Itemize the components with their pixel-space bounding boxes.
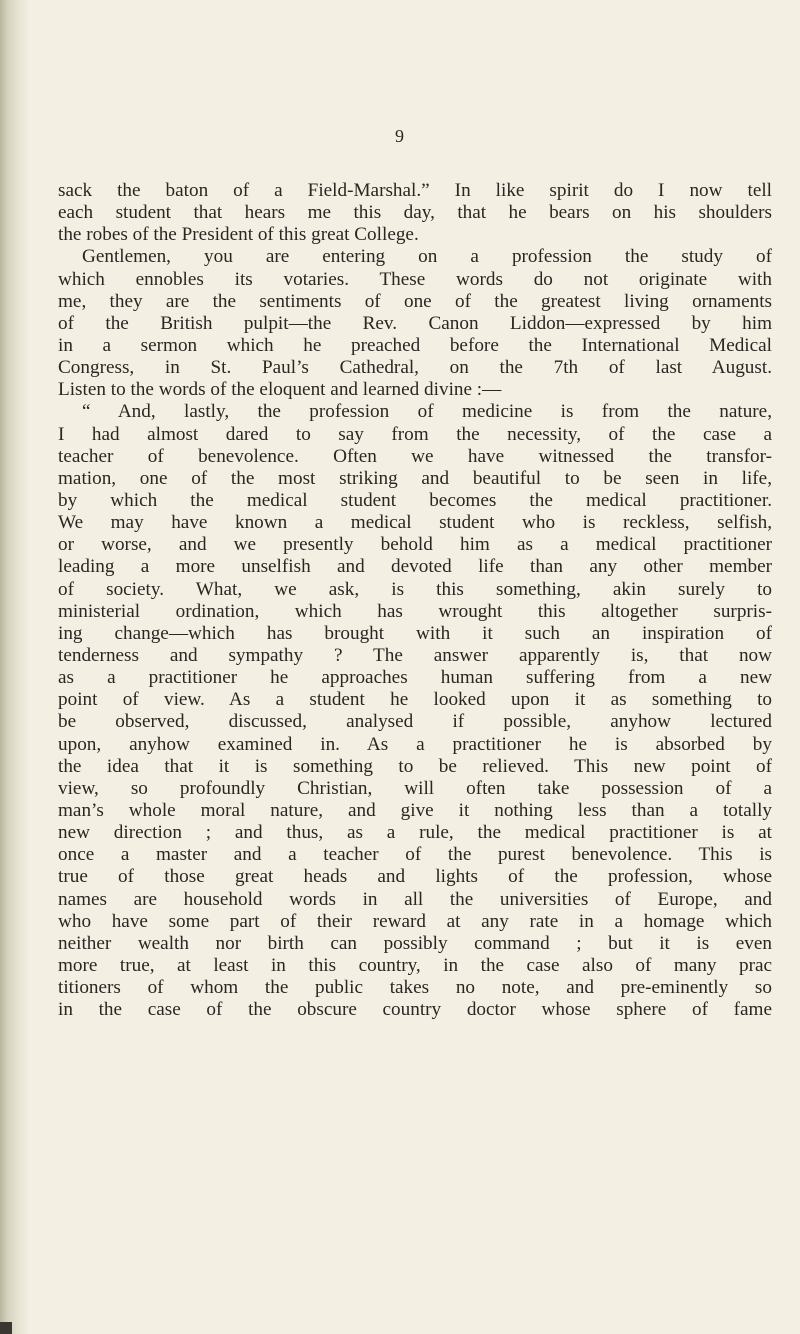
text-line: in a sermon which he preached before the International Medical [58, 334, 772, 356]
quote-line: teacher of benevolence. Often we have witnessed the transfor- [58, 445, 772, 467]
quote-line: the idea that it is something to be relieved. This new point of [58, 755, 772, 777]
text-line: Congress, in St. Paul’s Cathedral, on the 7th of last August. [58, 357, 772, 379]
quote-line: We may have known a medical student who is reckless, selfish, [58, 512, 772, 534]
text-line: me, they are the sentiments of one of the greatest living ornaments [58, 290, 772, 312]
quote-line: titioners of whom the public takes no note, and pre-eminently so [58, 977, 772, 999]
quote-line: true of those great heads and lights of the profession, whose [58, 866, 772, 888]
quote-line: be observed, discussed, analysed if possible, anyhow lectured [58, 711, 772, 733]
quote-line: ministerial ordination, which has wrought this altogether surpris- [58, 600, 772, 622]
quote-line: as a practitioner he approaches human suffering from a new [58, 667, 772, 689]
page-number: 9 [395, 126, 405, 146]
quote-line: or worse, and we presently behold him as a medical practitioner [58, 534, 772, 556]
quote-line: in the case of the obscure country doctor whose sphere of fame [58, 999, 772, 1021]
text-line: Listen to the words of the eloquent and learned divine :— [58, 379, 502, 401]
quote-line: I had almost dared to say from the necessity, of the case a [58, 423, 772, 445]
text-line: sack the baton of a Field-Marshal.” In like spirit do I now tell [58, 180, 772, 201]
quote-line: by which the medical student becomes the medical practitioner. [58, 489, 772, 511]
quote-line: who have some part of their reward at any rate in a homage which [58, 910, 772, 932]
quote-line: neither wealth nor birth can possibly command ; but it is even [58, 932, 772, 954]
body-text [58, 180, 772, 1021]
quote-line: ing change—which has brought with it such an inspiration of [58, 622, 772, 644]
page-gutter [0, 0, 30, 1334]
text-line: which ennobles its votaries. These words do not originate with [58, 268, 772, 290]
text-line: Gentlemen, you are entering on a profession the study of [82, 246, 772, 268]
quote-line: man’s whole moral nature, and give it nothing less than a totally [58, 799, 772, 821]
quote-line: leading a more unselfish and devoted life than any other member [58, 556, 772, 578]
text-line: the robes of the President of this great College. [58, 224, 419, 246]
quote-line: point of view. As a student he looked upon it as something to [58, 689, 772, 711]
quote-line: more true, at least in this country, in the case also of many prac [58, 954, 772, 976]
text-line: of the British pulpit—the Rev. Canon Liddon—expressed by him [58, 312, 772, 334]
quote-line: names are household words in all the universities of Europe, and [58, 888, 772, 910]
text-line: each student that hears me this day, that he bears on his shoulders [58, 202, 772, 224]
quote-line: new direction ; and thus, as a rule, the medical practitioner is at [58, 822, 772, 844]
quote-line: tenderness and sympathy ? The answer apparently is, that now [58, 644, 772, 666]
quote-line: once a master and a teacher of the purest benevolence. This is [58, 844, 772, 866]
quote-line: view, so profoundly Christian, will often take possession of a [58, 777, 772, 799]
quote-line: of society. What, we ask, is this something, akin surely to [58, 578, 772, 600]
gutter-mark [0, 1322, 12, 1334]
quote-line: upon, anyhow examined in. As a practitioner he is absorbed by [58, 733, 772, 755]
quote-line: “ And, lastly, the profession of medicine is from the nature, [82, 401, 772, 423]
quote-line: mation, one of the most striking and beautiful to be seen in life, [58, 467, 772, 489]
